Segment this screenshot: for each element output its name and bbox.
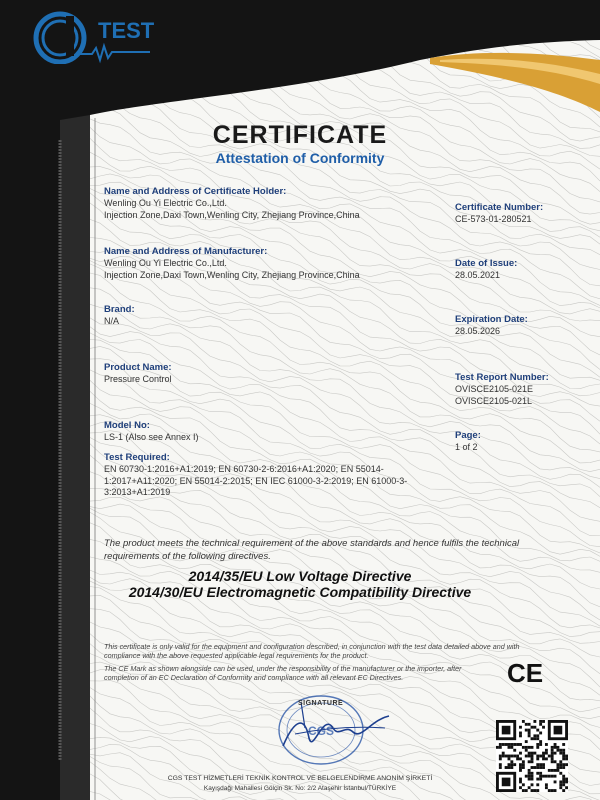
- certificate-number-value: CE-573-01-280521: [455, 214, 532, 224]
- logo-text: TEST: [98, 18, 155, 43]
- test-report-value-2: OVISCE2105-021L: [455, 396, 533, 406]
- compliance-statement: The product meets the technical requirement of the above standards and hence fulfils the technical requirements of the following directives.: [104, 538, 520, 562]
- holder-label: Name and Address of Certificate Holder:: [104, 186, 287, 197]
- expiration-date-label: Expiration Date:: [455, 314, 528, 325]
- test-report-label: Test Report Number:: [455, 372, 549, 383]
- test-report-value-1: OVISCE2105-021E: [455, 384, 534, 394]
- product-value: Pressure Control: [104, 374, 172, 384]
- date-of-issue-label: Date of Issue:: [455, 258, 518, 269]
- certificate-subtitle: Attestation of Conformity: [215, 150, 385, 166]
- holder-address: Injection Zone,Daxi Town,Wenling City, Zhejiang Province,China: [104, 210, 360, 220]
- test-required-value: EN 60730-1:2016+A1:2019; EN 60730-2-6:2016+A1:2020; EN 55014-1:2017+A11:2020; EN 55014-2:2015; EN IEC 61000-3-2:2019; EN 61000-3-3:2013+A1:2019: [104, 464, 408, 497]
- manufacturer-address: Injection Zone,Daxi Town,Wenling City, Zhejiang Province,China: [104, 270, 360, 280]
- signature-label: SIGNATURE: [298, 700, 344, 707]
- page-value: 1 of 2: [455, 442, 478, 452]
- model-label: Model No:: [104, 420, 150, 431]
- footer-address: Kayışdağı Mahallesi Gölçin Sk. No: 2/2 Ataşehir İstanbul/TÜRKİYE: [203, 785, 397, 792]
- brand-label: Brand:: [104, 304, 135, 315]
- manufacturer-label: Name and Address of Manufacturer:: [104, 246, 268, 257]
- directive-lvd: 2014/35/EU Low Voltage Directive: [188, 568, 412, 584]
- svg-text:CGS: CGS: [307, 724, 335, 738]
- holder-name: Wenling Ou Yi Electric Co.,Ltd.: [104, 198, 227, 208]
- certificate-number-label: Certificate Number:: [455, 202, 544, 213]
- brand-value: N/A: [104, 316, 120, 326]
- manufacturer-name: Wenling Ou Yi Electric Co.,Ltd.: [104, 258, 227, 268]
- model-value: LS-1 (Also see Annex I): [104, 432, 199, 442]
- product-label: Product Name:: [104, 362, 172, 373]
- expiration-date-value: 28.05.2026: [455, 326, 501, 336]
- footer-company: CGS TEST HİZMETLERİ TEKNİK KONTROL VE BELGELENDİRME ANONİM ŞİRKETİ: [167, 775, 433, 782]
- ce-mark-note: The CE Mark as shown alongside can be used, under the responsibility of the manufacturer or the importer, after completion of an EC Declaration of Conformity and compliance with all relevant EC Directives.: [104, 664, 462, 682]
- page-label: Page:: [455, 430, 481, 441]
- signature-icon: [275, 698, 395, 758]
- directive-emc: 2014/30/EU Electromagnetic Compatibility Directive: [128, 584, 472, 600]
- validity-note: This certificate is only valid for the equipment and configuration described, in conjunction with the test data detailed above and with compliance with the above requested applicable legal requirements for the product.: [104, 642, 520, 660]
- test-required-label: Test Required:: [104, 452, 170, 463]
- ce-mark: CE: [507, 658, 544, 688]
- certificate-title: CERTIFICATE: [212, 121, 388, 149]
- date-of-issue-value: 28.05.2021: [455, 270, 501, 280]
